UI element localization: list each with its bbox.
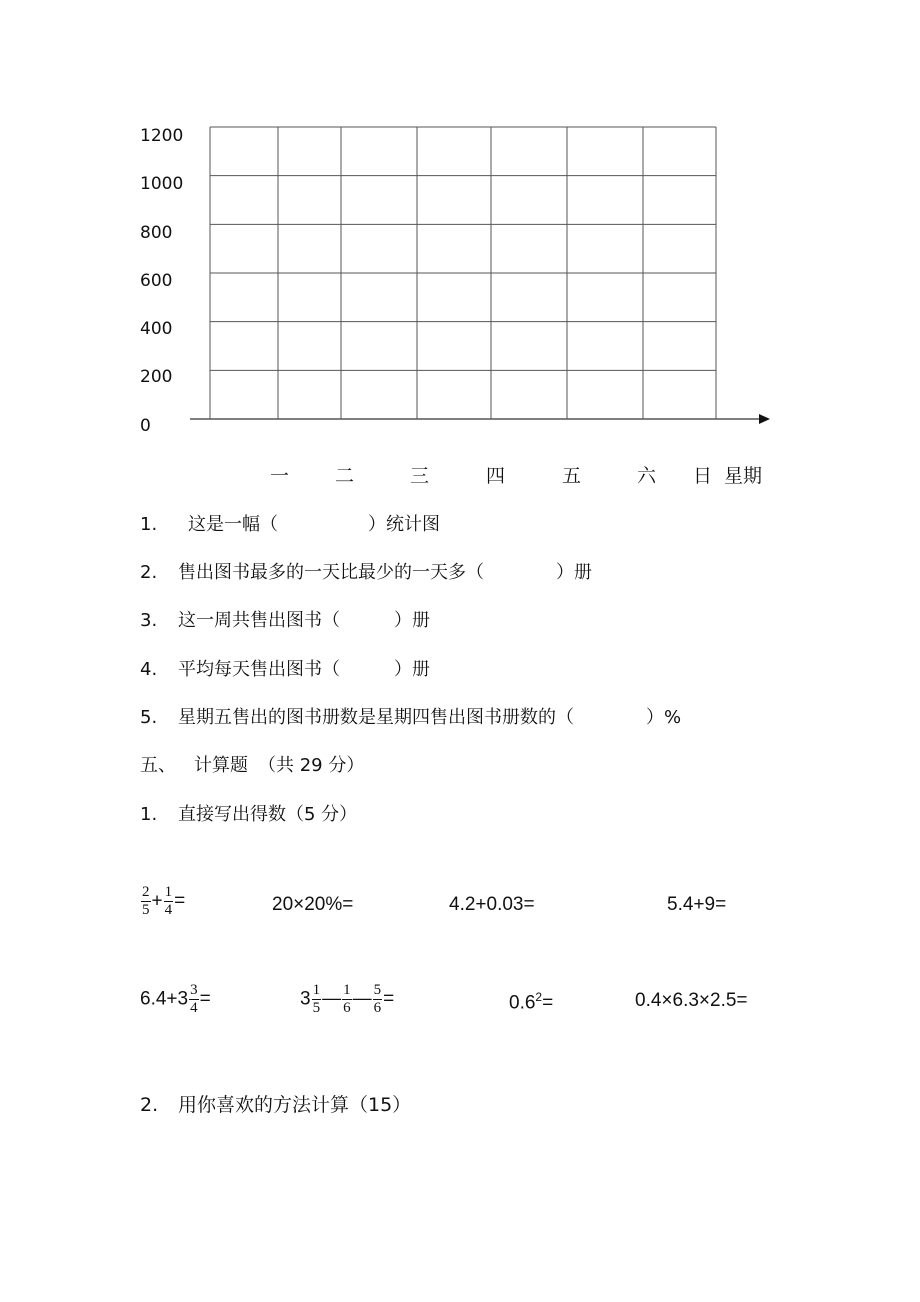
x-tick-wed: 三 <box>410 465 430 487</box>
section-heading: 五、 计算题 （共 29 分） <box>140 755 365 776</box>
expr-square: $0.6^2=$ <box>509 990 554 1014</box>
x-tick-sun: 日 <box>693 465 713 487</box>
expr-fraction-sum: $\frac{2}{5}$ + $\frac{1}{4}$ = <box>142 884 186 918</box>
question-1: 1. 这是一幅（ ）统计图 <box>140 514 440 535</box>
question-4: 4. 平均每天售出图书（ ）册 <box>140 659 430 680</box>
question-5: 5. 星期五售出的图书册数是星期四售出图书册数的（ ）% <box>140 707 682 728</box>
x-tick-fri: 五 <box>562 465 582 487</box>
x-tick-sat: 六 <box>637 465 657 487</box>
expr-mixed-subtract: 3 $\frac{1}{5}$ — $\frac{1}{6}$ — $\frac{5}{6}$ = <box>300 982 395 1016</box>
y-tick-1000: 1000 <box>140 174 184 194</box>
subsection-2: 2. 用你喜欢的方法计算（15） <box>140 1094 412 1116</box>
x-axis-label: 星期 <box>724 465 763 487</box>
expr-mixed-sum: 6.4+3 $\frac{3}{4}$ = <box>140 982 211 1016</box>
chart-grid <box>0 0 920 500</box>
expr-decimal-sum: 4.2+0.03= <box>449 894 535 915</box>
y-tick-600: 600 <box>140 271 173 291</box>
x-axis-arrow <box>759 414 770 424</box>
x-tick-mon: 一 <box>270 465 290 487</box>
question-3: 3. 这一周共售出图书（ ）册 <box>140 610 430 631</box>
x-tick-tue: 二 <box>335 465 355 487</box>
subsection-1: 1. 直接写出得数（5 分） <box>140 804 358 825</box>
expr-percent: 20×20%= <box>272 894 354 915</box>
y-tick-800: 800 <box>140 223 173 243</box>
question-2: 2. 售出图书最多的一天比最少的一天多（ ）册 <box>140 562 592 583</box>
expr-product: 0.4×6.3×2.5= <box>635 990 748 1011</box>
y-tick-1200: 1200 <box>140 126 184 146</box>
y-tick-200: 200 <box>140 367 173 387</box>
y-tick-0: 0 <box>140 416 151 436</box>
y-tick-400: 400 <box>140 319 173 339</box>
x-tick-thu: 四 <box>486 465 506 487</box>
expr-simple-sum: 5.4+9= <box>667 894 727 915</box>
